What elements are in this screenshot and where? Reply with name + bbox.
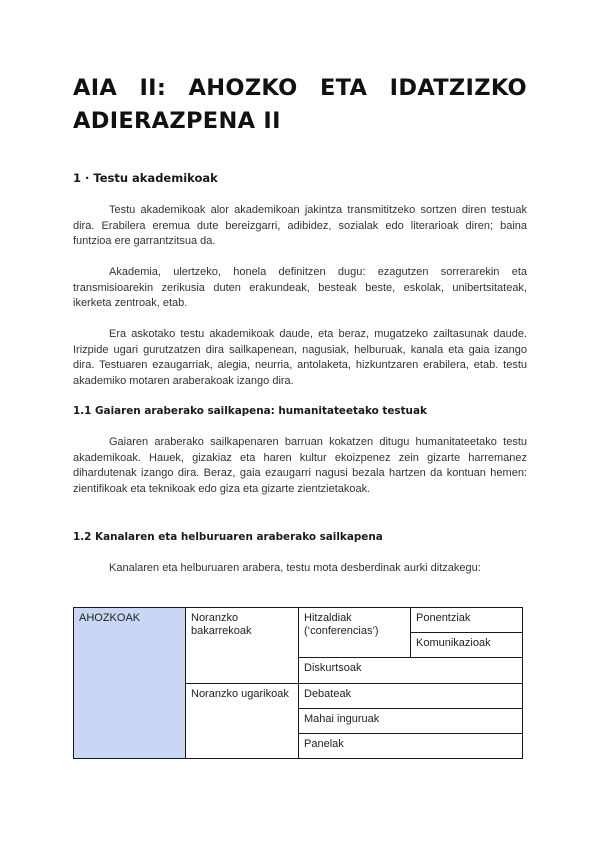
- table-row: [74, 608, 523, 633]
- section-1-1-heading: 1.1 Gaiaren araberako sailkapena: humanitateetako testuak: [73, 405, 427, 417]
- table-cell-one-way: Noranzko bakarrekoak: [186, 608, 299, 684]
- section-1-2-heading: 1.2 Kanalaren eta helburuaren araberako sailkapena: [73, 531, 383, 543]
- channel-classification-table: [73, 607, 523, 759]
- section-1-1-paragraph: Gaiaren araberako sailkapenaren barruan kokatzen ditugu humanitateetako testu akademikoak. Hauek, gizakiaz eta haren kultur ekoizpenez zein gizarte harremanez dihardutenak izango dira. Beraz, gaia ezaugarri nagusi bezala hartzen da kontuan hemen: zientifikoak eta teknikoak edo giza eta gizarte zientzietakoak.: [73, 436, 527, 495]
- table-cell-debates: Debateak: [299, 684, 523, 709]
- section-1-paragraph-1: Testu akademikoak alor akademikoan jakintza transmititzeko sortzen diren testuak dira. Erabilera eremua dute bereizgarri, adibidez, sozialak edo literarioak diren; baina funtzioa ere garrantzitsua da.: [73, 204, 527, 247]
- table-cell-communications: Komunikazioak: [411, 633, 523, 658]
- table-cell-speeches: Diskurtsoak: [299, 658, 523, 684]
- section-1-heading: 1 · Testu akademikoak: [73, 171, 218, 185]
- table-cell-lectures: Hitzaldiak (‘conferencias’): [299, 608, 411, 658]
- table-cell-presentations: Ponentziak: [411, 608, 523, 633]
- section-1-paragraph-3: Era askotako testu akademikoak daude, eta beraz, mugatzeko zailtasunak daude. Irizpide ugari gurutzatzen dira sailkapenean, nagusiak, helburuak, kanala eta gaia izango dira. Testuaren ezaugarriak, alegia, neurria, antolaketa, hizkuntzaren erabilera, etab. testu akademiko motaren araberakoak izango dira.: [73, 328, 527, 387]
- document-title-line-1: AIA II: AHOZKO ETA IDATZIZKO: [73, 75, 527, 101]
- section-1-2-paragraph: Kanalaren eta helburuaren arabera, testu mota desberdinak aurki ditzakegu:: [109, 562, 481, 574]
- section-1-paragraph-2: Akademia, ulertzeko, honela definitzen dugu: ezagutzen sorrerarekin eta transmisioarekin zerikusia duten erakundeak, besteak beste, eskolak, unibertsitateak, ikerketa zentroak, etab.: [73, 266, 527, 309]
- document-title-line-2: ADIERAZPENA II: [73, 108, 281, 134]
- table-cell-panels: Panelak: [299, 734, 523, 759]
- table-cell-oral: AHOZKOAK: [74, 608, 186, 759]
- table-cell-round-tables: Mahai inguruak: [299, 709, 523, 734]
- table-cell-multi-way: Noranzko ugarikoak: [186, 684, 299, 759]
